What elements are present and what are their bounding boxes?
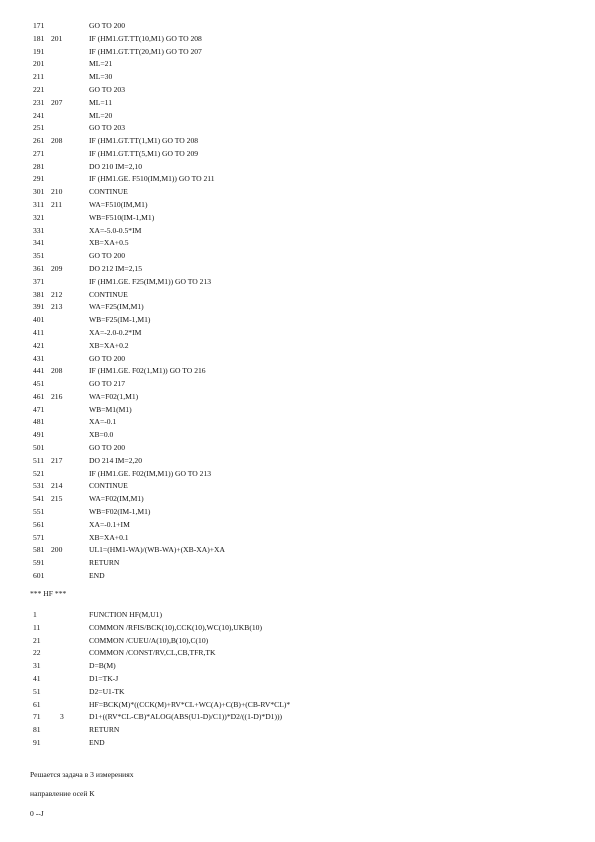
statement-label: 214 xyxy=(51,481,63,491)
line-sequence-number: 61 xyxy=(33,699,41,709)
line-sequence-number: 311 xyxy=(33,200,45,210)
line-sequence-number: 291 xyxy=(33,174,45,184)
statement-label: 3 xyxy=(60,712,64,722)
line-sequence-number: 401 xyxy=(33,315,45,325)
code-statement: IF (HM1.GE. F25(IM,M1)) GO TO 213 xyxy=(89,276,212,286)
line-sequence-number: 431 xyxy=(33,353,45,363)
statement-label: 215 xyxy=(51,494,63,504)
line-sequence-number: 341 xyxy=(33,238,45,248)
line-sequence-number: 71 xyxy=(33,712,41,722)
code-statement: COMMON /CONST/RV,CL,CB,TFR,TK xyxy=(89,648,216,658)
section-separator: *** HF *** xyxy=(30,589,67,598)
code-statement: IF (HM1.GT.TT(5,M1) GO TO 209 xyxy=(89,148,199,158)
code-statement: GO TO 200 xyxy=(89,251,126,261)
code-statement: D1+((RV*CL-CB)*ALOG(ABS(U1-D)/C1))*D2/((1-D)*D1))) xyxy=(89,712,283,722)
code-statement: COMMON /RFIS/BCK(10),CCK(10),WC(10),UKB(10) xyxy=(89,622,262,632)
line-sequence-number: 22 xyxy=(33,648,41,658)
line-sequence-number: 511 xyxy=(33,455,45,465)
code-statement: IF (HM1.GT.TT(10,M1) GO TO 208 xyxy=(89,33,202,43)
code-statement: ML=30 xyxy=(89,72,113,82)
line-sequence-number: 231 xyxy=(33,97,45,107)
line-sequence-number: 591 xyxy=(33,558,45,568)
line-sequence-number: 521 xyxy=(33,468,45,478)
line-sequence-number: 51 xyxy=(33,686,41,696)
note-line-2: направление осей К xyxy=(30,789,95,798)
line-sequence-number: 241 xyxy=(33,110,45,120)
code-statement: XB=XA+0.2 xyxy=(89,340,129,350)
code-statement: DO 214 IM=2,20 xyxy=(89,455,143,465)
line-sequence-number: 421 xyxy=(33,340,45,350)
line-sequence-number: 201 xyxy=(33,59,45,69)
code-statement: GO TO 203 xyxy=(89,123,126,133)
statement-label: 210 xyxy=(51,187,63,197)
statement-label: 208 xyxy=(51,136,63,146)
code-statement: WA=F02(1,M1) xyxy=(89,391,139,401)
line-sequence-number: 191 xyxy=(33,46,45,56)
code-statement: RETURN xyxy=(89,725,120,735)
note-line-3: 0 --J xyxy=(30,809,44,818)
code-statement: WB=F25(IM-1,M1) xyxy=(89,315,151,325)
code-statement: COMMON /CUEU/A(10),B(10),C(10) xyxy=(89,635,209,645)
line-sequence-number: 581 xyxy=(33,545,45,555)
code-statement: D=B(M) xyxy=(89,661,116,671)
line-sequence-number: 331 xyxy=(33,225,45,235)
code-statement: XA=-0.1+IM xyxy=(89,519,130,529)
statement-label: 212 xyxy=(51,289,63,299)
code-statement: WA=F02(IM,M1) xyxy=(89,494,144,504)
code-statement: CONTINUE xyxy=(89,289,128,299)
line-sequence-number: 381 xyxy=(33,289,45,299)
line-sequence-number: 561 xyxy=(33,519,45,529)
code-statement: IF (HM1.GE. F510(IM,M1)) GO TO 211 xyxy=(89,174,215,184)
line-sequence-number: 261 xyxy=(33,136,45,146)
line-sequence-number: 91 xyxy=(33,737,41,747)
statement-label: 213 xyxy=(51,302,63,312)
line-sequence-number: 371 xyxy=(33,276,45,286)
line-sequence-number: 361 xyxy=(33,264,45,273)
code-statement: D1=TK-J xyxy=(89,673,119,683)
line-sequence-number: 501 xyxy=(33,443,45,453)
line-sequence-number: 31 xyxy=(33,661,41,671)
line-sequence-number: 271 xyxy=(33,148,45,158)
code-statement: D2=U1-TK xyxy=(89,686,125,696)
code-statement: IF (HM1.GT.TT(20,M1) GO TO 207 xyxy=(89,46,202,56)
line-sequence-number: 441 xyxy=(33,366,45,376)
code-statement: CONTINUE xyxy=(89,481,128,491)
line-sequence-number: 321 xyxy=(33,212,45,222)
code-statement: WB=M1(M1) xyxy=(89,404,132,414)
line-sequence-number: 411 xyxy=(33,327,45,337)
statement-label: 208 xyxy=(51,366,63,376)
line-sequence-number: 541 xyxy=(33,494,45,504)
code-statement: DO 212 IM=2,15 xyxy=(89,264,143,273)
code-statement: ML=20 xyxy=(89,110,113,120)
line-sequence-number: 251 xyxy=(33,123,45,133)
statement-label: 201 xyxy=(51,33,63,43)
code-statement: END xyxy=(89,570,105,580)
line-sequence-number: 171 xyxy=(33,21,45,30)
code-statement: IF (HM1.GT.TT(1,M1) GO TO 208 xyxy=(89,136,199,146)
line-sequence-number: 351 xyxy=(33,251,45,261)
line-sequence-number: 491 xyxy=(33,430,45,440)
code-statement: XA=-2.0-0.2*IM xyxy=(89,327,142,337)
statement-label: 217 xyxy=(51,455,63,465)
code-statement: UL1=(HM1-WA)/(WB-WA)+(XB-XA)+XA xyxy=(89,545,226,555)
note-line-1: Решается задача в 3 измерениях xyxy=(30,770,134,779)
line-sequence-number: 281 xyxy=(33,161,45,171)
code-statement: XB=0.0 xyxy=(89,430,114,440)
code-statement: DO 210 IM=2,10 xyxy=(89,161,143,171)
line-sequence-number: 181 xyxy=(33,33,45,43)
code-statement: FUNCTION HF(M,U1) xyxy=(89,610,162,619)
line-sequence-number: 551 xyxy=(33,507,45,517)
line-sequence-number: 81 xyxy=(33,725,41,735)
line-sequence-number: 301 xyxy=(33,187,45,197)
code-statement: GO TO 217 xyxy=(89,379,126,389)
statement-label: 216 xyxy=(51,391,63,401)
statement-label: 207 xyxy=(51,97,63,107)
code-statement: XB=XA+0.5 xyxy=(89,238,129,248)
code-statement: HF=BCK(M)*((CCK(M)+RV*CL+WC(A)+C(B)+(CB-RV*CL)* xyxy=(89,699,291,709)
line-sequence-number: 531 xyxy=(33,481,45,491)
code-statement: ML=11 xyxy=(89,97,112,107)
code-statement: WA=F510(IM,M1) xyxy=(89,200,148,210)
code-statement: GO TO 200 xyxy=(89,443,126,453)
code-statement: GO TO 203 xyxy=(89,84,126,94)
line-sequence-number: 571 xyxy=(33,532,45,542)
statement-label: 209 xyxy=(51,264,63,273)
line-sequence-number: 1 xyxy=(33,610,37,619)
code-statement: WB=F510(IM-1,M1) xyxy=(89,212,155,222)
code-statement: XA=-5.0-0.5*IM xyxy=(89,225,142,235)
line-sequence-number: 461 xyxy=(33,391,45,401)
line-sequence-number: 471 xyxy=(33,404,45,414)
line-sequence-number: 601 xyxy=(33,570,45,580)
line-sequence-number: 451 xyxy=(33,379,45,389)
statement-label: 211 xyxy=(51,200,63,210)
code-statement: CONTINUE xyxy=(89,187,128,197)
line-sequence-number: 41 xyxy=(33,673,41,683)
line-sequence-number: 481 xyxy=(33,417,45,427)
code-statement: IF (HM1.GE. F02(1,M1)) GO TO 216 xyxy=(89,366,206,376)
code-statement: XA=-0.1 xyxy=(89,417,117,427)
statement-label: 200 xyxy=(51,545,63,555)
code-statement: XB=XA+0.1 xyxy=(89,532,129,542)
code-statement: GO TO 200 xyxy=(89,21,126,30)
line-sequence-number: 391 xyxy=(33,302,45,312)
line-sequence-number: 11 xyxy=(33,622,41,632)
line-sequence-number: 221 xyxy=(33,84,45,94)
code-statement: WA=F25(IM,M1) xyxy=(89,302,144,312)
code-statement: END xyxy=(89,737,105,747)
code-statement: IF (HM1.GE. F02(IM,M1)) GO TO 213 xyxy=(89,468,212,478)
line-sequence-number: 211 xyxy=(33,72,45,82)
code-statement: GO TO 200 xyxy=(89,353,126,363)
code-statement: WB=F02(IM-1,M1) xyxy=(89,507,151,517)
code-statement: ML=21 xyxy=(89,59,113,69)
code-statement: RETURN xyxy=(89,558,120,568)
line-sequence-number: 21 xyxy=(33,635,41,645)
